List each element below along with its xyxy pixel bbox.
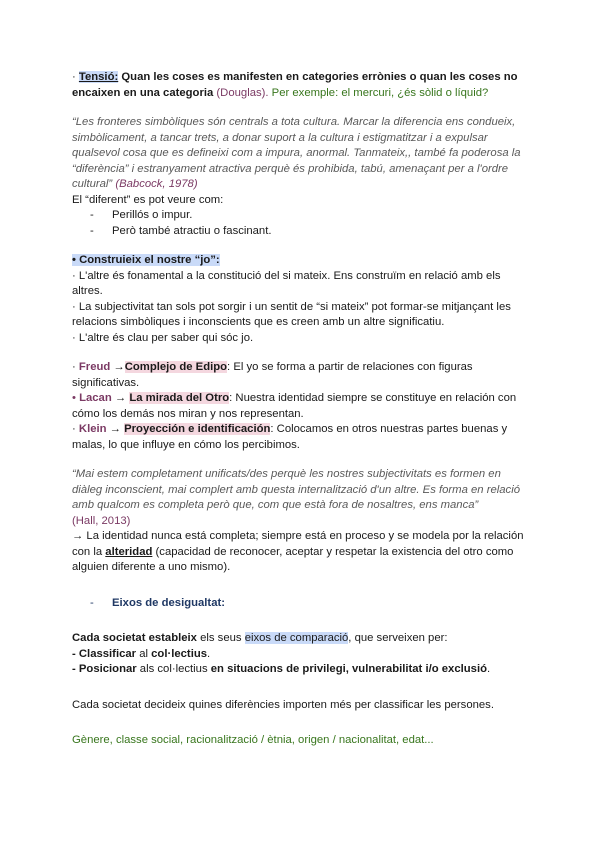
classificar-line: - Classificar al col·lectius. [72, 647, 211, 660]
diferent-intro: El “diferent” es pot veure com: [72, 193, 224, 206]
freud-concept: Complejo de Edipo [124, 361, 228, 373]
hall-citation: (Hall, 2013) [72, 514, 131, 527]
eixos-heading: - Eixos de desigualtat: [90, 596, 225, 609]
babcock-citation: (Babcock, 1978) [112, 178, 198, 190]
alteridad-term: alteridad [105, 545, 153, 558]
bullet: · [72, 71, 79, 83]
freud-paragraph: · Freud →Complejo de Edipo: El yo se forma a partir de relaciones con figuras significativas. [72, 361, 473, 389]
mercury-example: Per exemple: el mercuri, ¿és sòlid o líquid? [268, 86, 489, 99]
klein-concept: Proyección e identificación [124, 423, 271, 435]
douglas-citation: (Douglas). [213, 86, 269, 99]
freud-name: Freud [78, 361, 111, 373]
eixos-term: eixos de comparació [244, 632, 349, 644]
lacan-paragraph: • Lacan → La mirada del Otro: Nuestra identidad siempre se constituye en relación con cómo los demás nos miran y nos representan. [72, 392, 517, 420]
jo-line: · La subjectivitat tan sols pot sorgir i un sentit de “si mateix” pot formar-se mitjançant les relacions simbòliques i inconscients que es creen amb un altre significatiu. [72, 300, 511, 328]
tension-term: Tensió: [78, 71, 119, 83]
hall-quote: “Mai estem completament unificats/des perquè les nostres subjectivitats es formen en diàleg inconscient, mai complert amb questa internalització d'un altre. Es forma en relació amb qualcom es completa però que, com que està fora de nosaltres, ens manca” [72, 468, 520, 511]
klein-paragraph: · Klein → Proyección e identificación: Colocamos en otros nuestras partes buenas y malas, lo que influye en cómo los percibimos. [72, 423, 508, 451]
tension-definition: Quan les coses es manifesten en categories errònies o quan les coses no encaixen en una categoria [72, 71, 518, 99]
document-page [72, 70, 528, 749]
jo-line: · L'altre és clau per saber qui sóc jo. [72, 331, 254, 344]
jo-heading: • Construieix el nostre “jo”: [72, 254, 220, 266]
babcock-quote [72, 115, 528, 193]
lacan-concept: La mirada del Otro [129, 392, 230, 404]
classify-paragraph: Cada societat decideix quines diferències importen més per classificar les persones. [72, 698, 494, 711]
jo-line: · L'altre és fonamental a la constitució del si mateix. Ens construïm en relació amb els altres. [72, 269, 501, 297]
babcock-quote-text: “Les fronteres simbòliques són centrals a tota cultura. Marcar la diferencia ens condueix, simbòlicament, a tancar trets, a donar suport a la cultura i estigmatitzar i a expulsar qualsevol cosa que es defineixi com a impura, anormal. Tanmateix,, també fa poderosa la “diferència” i estranyament atractiva perquè és prohibida, tabú, amenaçant per a l'ordre cultural” [72, 116, 521, 190]
identidad-paragraph: → La identidad nunca está completa; siempre está en proceso y se modela por la relación con la alteridad (capacidad de reconocer, aceptar y respetar la existencia del otro como alguien diferente a uno mismo). [72, 530, 524, 573]
klein-name: Klein [78, 423, 107, 435]
arrow-glyph: → [72, 530, 84, 542]
differences-list: Gènere, classe social, racionalització / ètnia, origen / nacionalitat, edat... [72, 734, 434, 746]
posicionar-line: - Posicionar als col·lectius en situacions de privilegi, vulnerabilitat i/o exclusió. [72, 663, 491, 675]
diferent-item: - Perillós o impur. [90, 209, 193, 221]
tension-paragraph [72, 70, 528, 101]
lacan-name: Lacan [79, 392, 112, 404]
diferent-item: - Però també atractiu o fascinant. [90, 224, 272, 237]
eixos-paragraph: Cada societat estableix els seus eixos de comparació, que serveixen per: [72, 632, 448, 644]
